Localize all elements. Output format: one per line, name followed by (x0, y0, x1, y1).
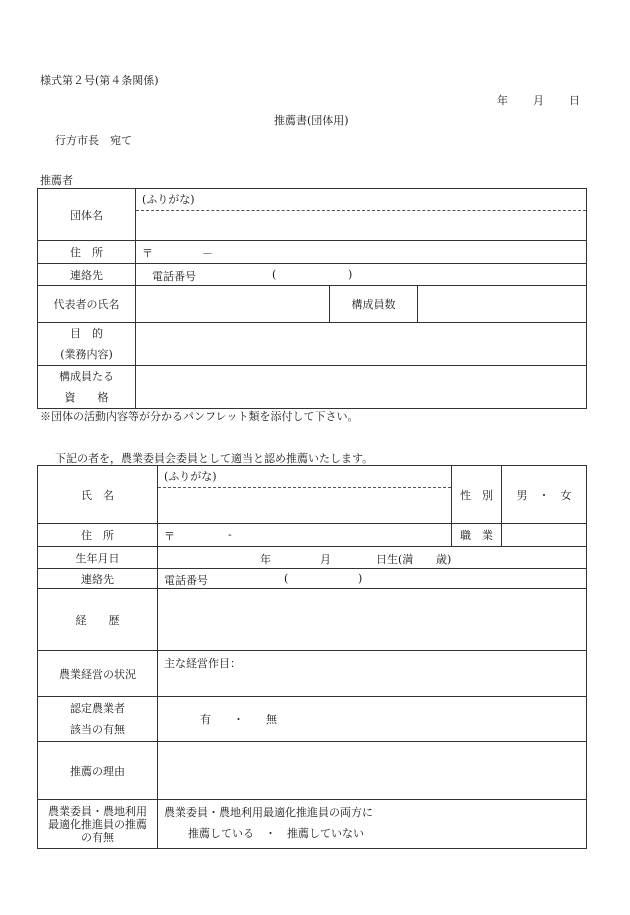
recommendation-reason-label: 推薦の理由 (38, 742, 158, 800)
date-day-label: 日 (569, 94, 580, 107)
candidate-address-label: 住 所 (38, 524, 158, 547)
address-label: 住 所 (38, 241, 136, 264)
date-month-label: 月 (533, 94, 544, 107)
group-name-label: 団体名 (38, 189, 136, 241)
career-label: 経 歴 (38, 589, 158, 651)
furigana-divider (136, 210, 586, 211)
date-year-label: 年 (497, 94, 508, 107)
candidate-phone-open-paren: ( (284, 572, 289, 585)
candidate-contact-label: 連絡先 (38, 569, 158, 589)
postal-dash: － (202, 247, 213, 260)
form-title: 推薦書(団体用) (274, 114, 349, 127)
dual-label-line3: の有無 (81, 830, 114, 844)
birthdate-label: 生年月日 (38, 547, 158, 569)
birth-age-unit: 歳) (436, 553, 452, 566)
dual-recommendation-label (38, 800, 158, 849)
birth-month-label: 月 (320, 553, 331, 566)
candidate-name-label: 氏 名 (38, 466, 158, 524)
candidate-postal-mark: 〒 (164, 530, 175, 543)
recommender-section-label: 推薦者 (40, 174, 73, 187)
recommender-table (37, 188, 587, 409)
contact-field[interactable] (136, 264, 587, 286)
dual-label-line1: 農業委員・農地利用 (48, 804, 147, 818)
candidate-address-field[interactable] (158, 524, 452, 547)
candidate-postal-dash: - (228, 528, 232, 541)
candidate-furigana-label: (ふりがな) (164, 470, 217, 483)
purpose-field[interactable] (136, 323, 587, 366)
purpose-label (38, 323, 136, 366)
members-count-field[interactable] (418, 286, 587, 323)
group-name-field[interactable] (136, 189, 587, 241)
farming-status-field[interactable] (158, 651, 587, 697)
members-count-label: 構成員数 (330, 286, 418, 323)
phone-label: 電話番号 (152, 270, 196, 283)
contact-label: 連絡先 (38, 264, 136, 286)
certified-farmer-label-line1: 認定農業者 (70, 702, 125, 715)
phone-open-paren: ( (272, 268, 277, 281)
sex-options[interactable]: 男 ・ 女 (502, 466, 587, 524)
candidate-name-field[interactable] (158, 466, 452, 524)
representative-label: 代表者の氏名 (38, 286, 136, 323)
phone-close-paren: ) (348, 268, 353, 281)
main-crop-label: 主な経営作目： (164, 657, 241, 670)
occupation-field[interactable] (502, 524, 587, 547)
dual-label-line2: 最適化推進員の推薦 (48, 817, 147, 831)
career-field[interactable] (158, 589, 587, 651)
occupation-label: 職 業 (452, 524, 502, 547)
birth-day-age-label: 日生(満 (376, 553, 414, 566)
qualification-label (38, 366, 136, 409)
certified-farmer-label-line2: 該当の有無 (70, 723, 125, 736)
purpose-label-line2: (業務内容) (60, 348, 113, 361)
certified-farmer-label (38, 697, 158, 742)
certified-farmer-options[interactable]: 有 ・ 無 (200, 713, 277, 726)
group-furigana-label: (ふりがな) (142, 193, 195, 206)
dual-recommendation-options[interactable]: 推薦している ・ 推薦していない (188, 827, 364, 840)
addressee: 行方市長 宛て (55, 134, 132, 147)
candidate-contact-field[interactable] (158, 569, 587, 589)
qualification-label-line1: 構成員たる (59, 370, 114, 383)
birth-year-label: 年 (260, 553, 271, 566)
candidate-phone-close-paren: ) (358, 572, 363, 585)
address-field[interactable] (136, 241, 587, 264)
candidate-phone-label: 電話番号 (164, 574, 208, 587)
representative-field[interactable] (136, 286, 330, 323)
postal-mark: 〒 (142, 247, 153, 260)
purpose-label-line1: 目 的 (70, 327, 103, 340)
recommendation-intro: 下記の者を，農業委員会委員として適当と認め推薦いたします。 (55, 452, 374, 465)
dual-recommendation-text: 農業委員・農地利用最適化推進員の両方に (164, 806, 373, 819)
form-number: 様式第２号(第４条関係) (40, 74, 159, 87)
dual-recommendation-field[interactable] (158, 800, 587, 849)
qualification-field[interactable] (136, 366, 587, 409)
candidate-table (37, 465, 587, 849)
farming-status-label: 農業経営の状況 (38, 651, 158, 697)
qualification-label-line2: 資 格 (64, 391, 109, 404)
birthdate-field[interactable] (158, 547, 587, 569)
furigana-divider (158, 487, 451, 488)
recommendation-reason-field[interactable] (158, 742, 587, 800)
sex-label: 性 別 (452, 466, 502, 524)
attachment-note: ※団体の活動内容等が分かるパンフレット類を添付して下さい。 (40, 410, 359, 423)
certified-farmer-field[interactable] (158, 697, 587, 742)
